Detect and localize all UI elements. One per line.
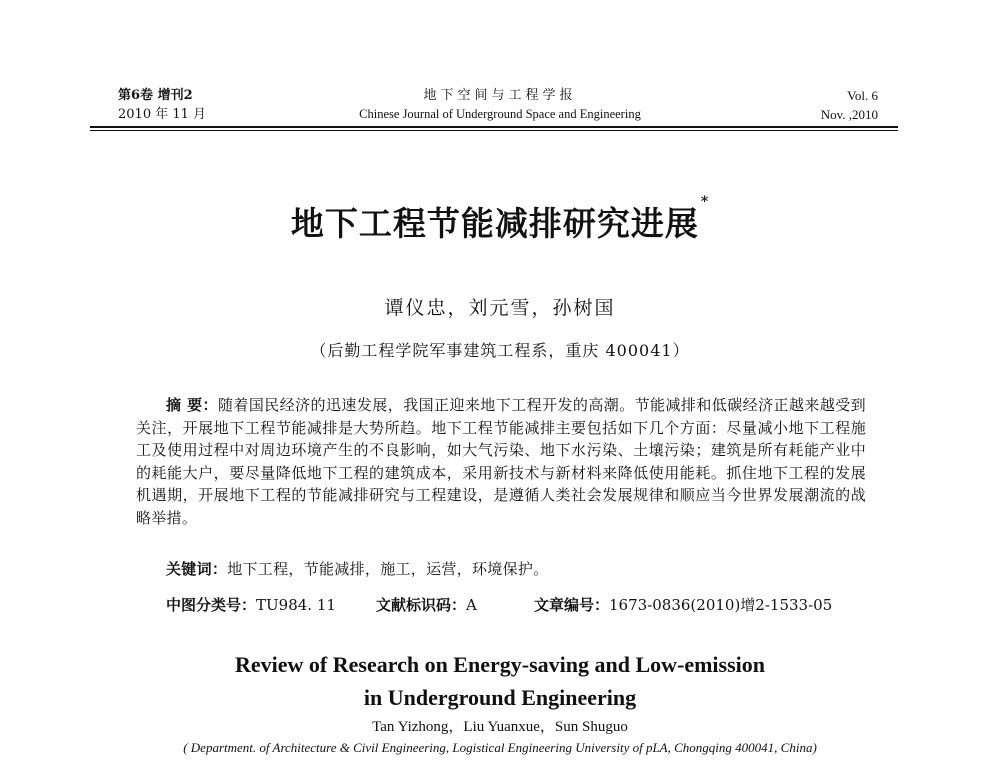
keywords-label: 关键词： xyxy=(166,560,228,578)
clc-number xyxy=(166,594,376,615)
english-title-line1: Review of Research on Energy-saving and Low-emission xyxy=(234,652,766,677)
article-id xyxy=(534,594,832,615)
header-rule-thin xyxy=(90,130,898,131)
classification-line xyxy=(166,594,886,615)
volume-issue: 第6卷 增刊2 xyxy=(118,88,193,103)
volume-en: Vol. 6 xyxy=(847,88,878,103)
doc-value: A xyxy=(466,596,477,614)
article-title-text: 地下工程节能减排研究进展 xyxy=(290,204,699,243)
english-title xyxy=(0,648,1000,714)
art-value: 1673-0836(2010)增2-1533-05 xyxy=(609,596,833,614)
doc-label: 文献标识码： xyxy=(376,596,467,614)
authors-cn: 谭仪忠，刘元雪，孙树国 xyxy=(384,297,616,319)
journal-header-center xyxy=(330,86,670,124)
journal-header-right xyxy=(821,86,878,124)
issue-date-en: Nov. ,2010 xyxy=(820,107,878,122)
issue-date-cn: 2010 年 11 月 xyxy=(118,107,207,122)
journal-name-cn: 地下空间与工程学报 xyxy=(423,88,577,103)
title-footnote-mark: * xyxy=(700,194,710,210)
article-title xyxy=(0,194,1000,245)
journal-name-en: Chinese Journal of Underground Space and Engineering xyxy=(359,107,641,121)
header-rule-thick xyxy=(90,126,898,128)
abstract-text: 随着国民经济的迅速发展，我国正迎来地下工程开发的高潮。节能减排和低碳经济正越来越受到关注，开展地下工程节能减排是大势所趋。地下工程节能减排主要包括如下几个方面：尽量减小地下工程施工及使用过程中对周边环境产生的不良影响，如大气污染、地下水污染、土壤污染；建筑是所有耗能产业中的耗能大户，要尽量降低地下工程的建筑成本，采用新技术与新材料来降低使用能耗。抓住地下工程的发展机遇期，开展地下工程的节能减排研究与工程建设，是遵循人类社会发展规律和顺应当今世界发展潮流的战略举措。 xyxy=(136,396,866,527)
english-title-line2: in Underground Engineering xyxy=(363,685,637,710)
abstract-label: 摘 要： xyxy=(166,396,218,414)
art-label: 文章编号： xyxy=(534,596,610,614)
clc-label: 中图分类号： xyxy=(166,596,257,614)
journal-header-left xyxy=(118,86,206,124)
english-affiliation: ( Department. of Architecture & Civil Engineering, Logistical Engineering University of pLA, Chongqing 400041, China) xyxy=(183,740,817,755)
clc-value: TU984. 11 xyxy=(256,596,336,614)
affiliation-cn: （后勤工程学院军事建筑工程系，重庆 400041） xyxy=(310,341,690,360)
abstract xyxy=(136,394,866,530)
keywords-text: 地下工程，节能减排，施工，运营，环境保护。 xyxy=(227,560,549,578)
keywords xyxy=(166,558,866,579)
english-authors: Tan Yizhong，Liu Yuanxue，Sun Shuguo xyxy=(372,719,628,735)
document-code xyxy=(376,594,534,615)
